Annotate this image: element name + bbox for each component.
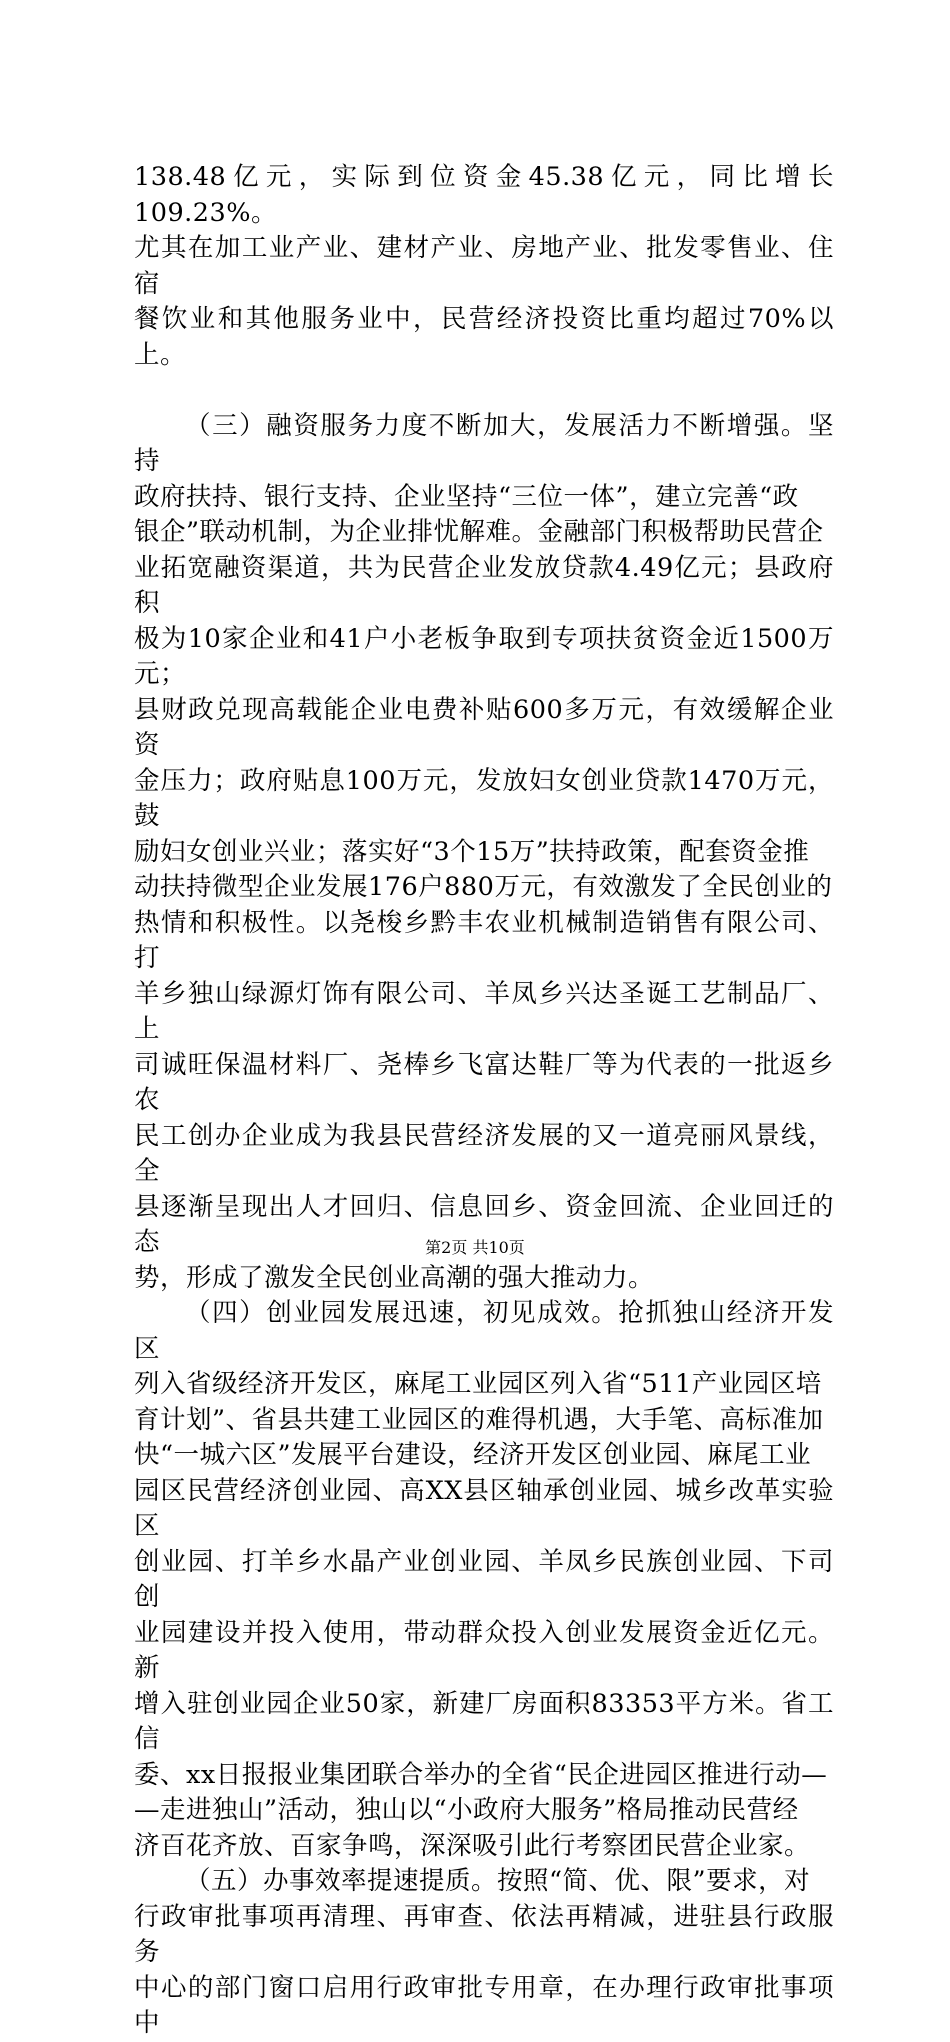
paragraph-entrepreneurship-parks: （四）创业园发展迅速，初见成效。抢抓独山经济开发区 列入省级经济开发区，麻尾工业园区列入省“511产业园区培 育计划”、省县共建工业园区的难得机遇，大手笔、高标准加 快“一城六区”发展平台建设，经济开发区创业园、麻尾工业 园区民营经济创业园、高XX县区轴承创业园、城乡改革实验区 创业园、打羊乡水晶产业创业园、羊凤乡民族创业园、下司创 业园建设并投入使用，带动群众投入创业发展资金近亿元。新 增入驻创业园企业50家，新建厂房面积83353平方米。省工信 委、xx日报报业集团联合举办的全省“民企进园区推进行动— —走进独山”活动，独山以“小政府大服务”格局推动民营经 济百花齐放、百家争鸣，深深吸引此行考察团民营企业家。 [134,1298,834,1861]
paragraph-work-efficiency: （五）办事效率提速提质。按照“简、优、限”要求，对 行政审批事项再清理、再审查、依法再精减，进驻县行政服务 中心的部门窗口启用行政审批专用章，在办理行政审批事项中 [134,1866,834,2038]
page-footer [0,1238,950,1258]
paragraph-spacer [134,373,834,409]
paragraph-investment-summary: 138.48亿元，实际到位资金45.38亿元，同比增长109.23%。 尤其在加工业产业、建材产业、房地产业、批发零售业、住宿 餐饮业和其他服务业中，民营经济投资比重均超过70%以上。 [134,162,834,370]
page-number-label: 第2页 共10页 [425,1238,525,1257]
document-body [134,160,834,2042]
paragraph-financing-services: （三）融资服务力度不断加大，发展活力不断增强。坚持 政府扶持、银行支持、企业坚持“三位一体”，建立完善“政 银企”联动机制，为企业排忧解难。金融部门积极帮助民营企 业拓宽融资渠道，共为民营企业发放贷款4.49亿元；县政府积 极为10家企业和41户小老板争取到专项扶贫资金近1500万元； 县财政兑现高载能企业电费补贴600多万元，有效缓解企业资 金压力；政府贴息100万元，发放妇女创业贷款1470万元，鼓 励妇女创业兴业；落实好“3个15万”扶持政策，配套资金推 动扶持微型企业发展176户880万元，有效激发了全民创业的 热情和积极性。以尧梭乡黔丰农业机械制造销售有限公司、打 羊乡独山绿源灯饰有限公司、羊凤乡兴达圣诞工艺制品厂、上 司诚旺保温材料厂、尧棒乡飞富达鞋厂等为代表的一批返乡农 民工创办企业成为我县民营经济发展的又一道亮丽风景线，全 县逐渐呈现出人才回归、信息回乡、资金回流、企业回迁的态 势，形成了激发全民创业高潮的强大推动力。 [134,410,834,1293]
